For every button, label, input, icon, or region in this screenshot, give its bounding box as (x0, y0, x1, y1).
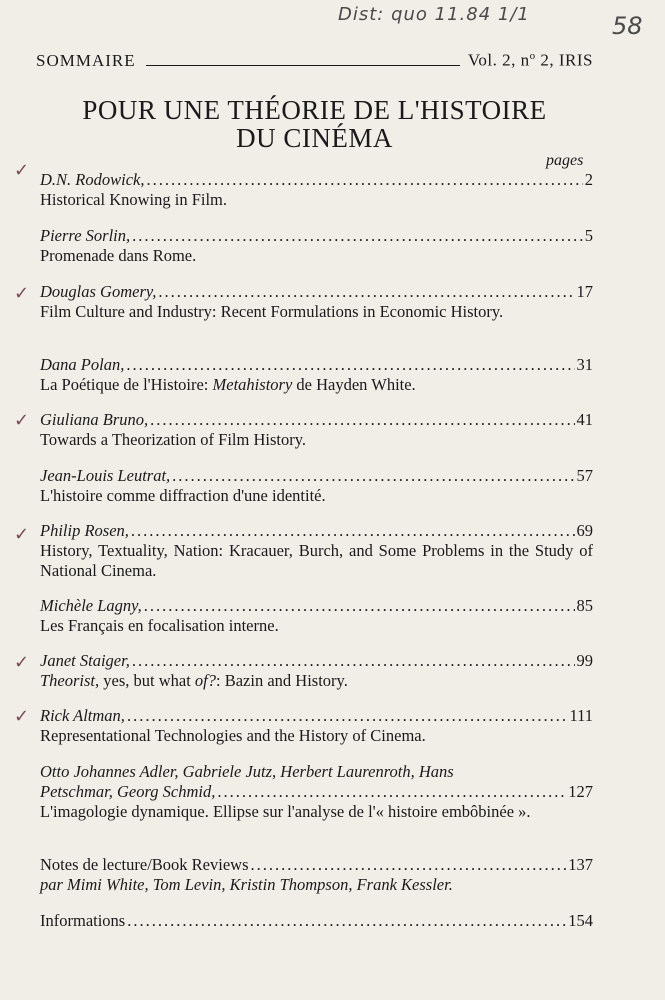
entry-author: Rick Altman, (40, 706, 125, 725)
toc-entry (40, 466, 593, 506)
entry-page: 41 (576, 410, 593, 429)
entry-author: Philip Rosen, (40, 521, 129, 540)
entry-page: 31 (576, 355, 593, 374)
entry-subtitle: par Mimi White, Tom Levin, Kristin Thompson, Frank Kessler. (40, 875, 453, 894)
dot-leader (251, 855, 567, 875)
dot-leader (127, 911, 566, 931)
dot-leader (158, 282, 574, 302)
toc-entry (40, 651, 593, 691)
entry-page: 2 (584, 170, 593, 189)
entry-author: D.N. Rodowick, (40, 170, 145, 189)
entry-page: 111 (569, 706, 593, 725)
entry-title: Theorist, yes, but what of?: Bazin and History. (40, 671, 348, 690)
entry-author: Jean-Louis Leutrat, (40, 466, 171, 485)
entry-author: Michèle Lagny, (40, 596, 142, 615)
toc-entry (40, 911, 593, 931)
entry-title: L'imagologie dynamique. Ellipse sur l'analyse de l'« histoire embôbinée ». (40, 802, 531, 821)
entry-label: Informations (40, 911, 126, 930)
toc-entry (40, 762, 593, 822)
toc-entry (40, 355, 593, 395)
title-line-1: POUR UNE THÉORIE DE L'HISTOIRE (82, 95, 547, 125)
entry-label: Notes de lecture/Book Reviews (40, 855, 249, 874)
entry-title: L'histoire comme diffraction d'une identité. (40, 486, 326, 505)
entry-page: 99 (576, 651, 593, 670)
check-mark-icon: ✓ (14, 652, 30, 673)
dot-leader (131, 521, 575, 541)
dot-leader (217, 782, 566, 802)
title-line-2: DU CINÉMA (236, 123, 393, 153)
dot-leader (127, 706, 568, 726)
toc-entry (40, 282, 593, 322)
toc-entry (40, 596, 593, 636)
toc-entry (40, 226, 593, 266)
dot-leader (132, 226, 583, 246)
dot-leader (126, 355, 574, 375)
entry-author: Otto Johannes Adler, Gabriele Jutz, Herbert Laurenroth, Hans (40, 762, 454, 781)
header-sommaire: SOMMAIRE (36, 50, 136, 70)
entry-title: Historical Knowing in Film. (40, 190, 227, 209)
entry-page: 17 (576, 282, 593, 301)
pages-label: pages (546, 152, 584, 169)
dot-leader (172, 466, 574, 486)
check-mark-icon: ✓ (14, 524, 30, 545)
entry-author: Janet Staiger, (40, 651, 130, 670)
entry-page: 127 (568, 782, 593, 801)
header-rule (146, 65, 460, 66)
toc-entry (40, 410, 593, 450)
check-mark-icon: ✓ (14, 160, 30, 181)
entry-page: 154 (568, 911, 593, 930)
entry-title: Towards a Theorization of Film History. (40, 430, 307, 449)
dot-leader (132, 651, 575, 671)
entry-author: Douglas Gomery, (40, 282, 157, 301)
check-mark-icon: ✓ (14, 283, 30, 304)
entry-title: History, Textuality, Nation: Kracauer, Burch, and Some Problems in the Study of National Cinema. (40, 541, 593, 580)
handwritten-number: 58 (612, 12, 643, 40)
entry-author: Petschmar, Georg Schmid, (40, 782, 216, 801)
check-mark-icon: ✓ (14, 410, 30, 431)
entry-author: Giuliana Bruno, (40, 410, 149, 429)
entry-title: Representational Technologies and the History of Cinema. (40, 726, 426, 745)
entry-title: Promenade dans Rome. (40, 246, 197, 265)
toc-entry (40, 521, 593, 581)
header-volume: Vol. 2, $n^o$ 2, IRIS (467, 50, 593, 70)
toc-entry (40, 706, 593, 746)
entry-page: 69 (576, 521, 593, 540)
toc-entry (40, 170, 593, 210)
entry-title: La Poétique de l'Histoire: Metahistory de Hayden White. (40, 375, 416, 394)
dot-leader (150, 410, 574, 430)
entry-author: Dana Polan, (40, 355, 125, 374)
dot-leader (144, 596, 575, 616)
entry-page: 85 (576, 596, 593, 615)
entry-page: 5 (584, 226, 593, 245)
header (36, 50, 593, 71)
entry-title: Film Culture and Industry: Recent Formulations in Economic History. (40, 302, 504, 321)
check-mark-icon: ✓ (14, 706, 30, 727)
entry-page: 137 (568, 855, 593, 874)
handwritten-note: Dist: quo 11.84 1/1 (338, 4, 530, 25)
entry-title: Les Français en focalisation interne. (40, 616, 279, 635)
toc-entry (40, 855, 593, 895)
entry-page: 57 (576, 466, 593, 485)
dot-leader (147, 170, 583, 190)
entry-author: Pierre Sorlin, (40, 226, 131, 245)
page-title (36, 96, 593, 152)
